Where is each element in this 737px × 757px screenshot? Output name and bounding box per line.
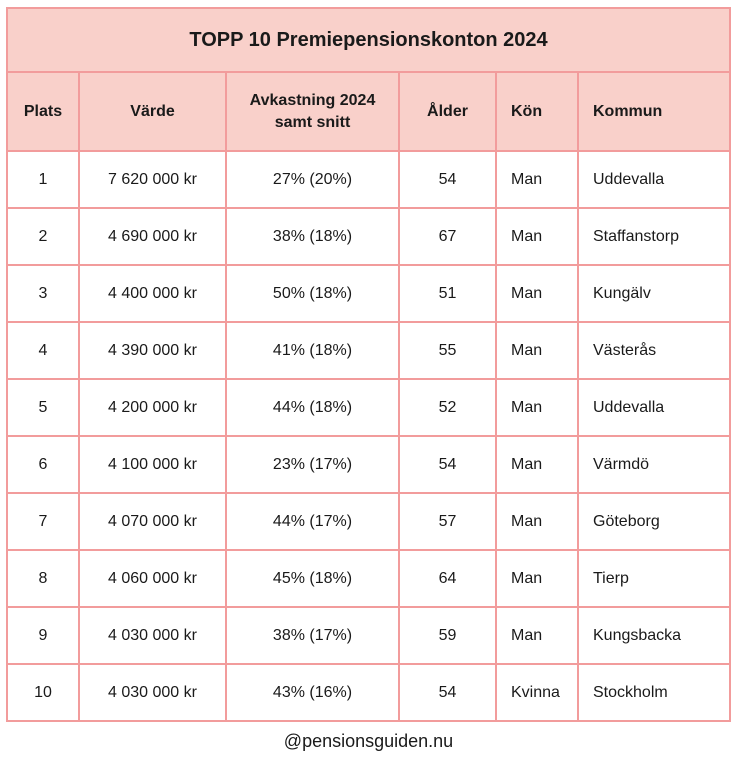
header-alder: Ålder — [399, 72, 496, 151]
table-row — [7, 550, 730, 607]
cell-avkastning: 38% (18%) — [226, 208, 399, 265]
cell-kommun: Staffanstorp — [578, 208, 730, 265]
cell-kon: Man — [496, 550, 578, 607]
table-row — [7, 379, 730, 436]
cell-varde: 4 690 000 kr — [79, 208, 226, 265]
cell-alder: 59 — [399, 607, 496, 664]
cell-avkastning: 44% (17%) — [226, 493, 399, 550]
header-avkastning-line1: Avkastning 2024 — [249, 91, 376, 109]
cell-alder: 54 — [399, 151, 496, 208]
cell-varde: 4 400 000 kr — [79, 265, 226, 322]
cell-plats: 8 — [7, 550, 79, 607]
cell-avkastning: 45% (18%) — [226, 550, 399, 607]
cell-kommun: Göteborg — [578, 493, 730, 550]
cell-kommun: Kungälv — [578, 265, 730, 322]
cell-avkastning: 44% (18%) — [226, 379, 399, 436]
cell-plats: 6 — [7, 436, 79, 493]
cell-alder: 64 — [399, 550, 496, 607]
cell-alder: 51 — [399, 265, 496, 322]
cell-plats: 9 — [7, 607, 79, 664]
cell-kommun: Värmdö — [578, 436, 730, 493]
cell-kommun: Västerås — [578, 322, 730, 379]
cell-kon: Man — [496, 151, 578, 208]
cell-alder: 57 — [399, 493, 496, 550]
cell-kommun: Stockholm — [578, 664, 730, 721]
cell-plats: 3 — [7, 265, 79, 322]
cell-kon: Man — [496, 265, 578, 322]
cell-plats: 4 — [7, 322, 79, 379]
cell-avkastning: 27% (20%) — [226, 151, 399, 208]
cell-avkastning: 41% (18%) — [226, 322, 399, 379]
pension-table — [6, 7, 731, 722]
cell-kommun: Tierp — [578, 550, 730, 607]
cell-alder: 67 — [399, 208, 496, 265]
header-plats: Plats — [7, 72, 79, 151]
cell-kommun: Uddevalla — [578, 151, 730, 208]
cell-avkastning: 50% (18%) — [226, 265, 399, 322]
cell-alder: 52 — [399, 379, 496, 436]
cell-varde: 4 100 000 kr — [79, 436, 226, 493]
table-row — [7, 436, 730, 493]
cell-kon: Man — [496, 208, 578, 265]
cell-kon: Man — [496, 322, 578, 379]
cell-varde: 4 200 000 kr — [79, 379, 226, 436]
cell-kon: Kvinna — [496, 664, 578, 721]
cell-avkastning: 23% (17%) — [226, 436, 399, 493]
header-kon: Kön — [496, 72, 578, 151]
cell-plats: 5 — [7, 379, 79, 436]
cell-alder: 54 — [399, 664, 496, 721]
cell-kon: Man — [496, 379, 578, 436]
header-avkastning-line2: samt snitt — [274, 113, 351, 131]
table-row — [7, 208, 730, 265]
cell-kon: Man — [496, 493, 578, 550]
cell-kommun: Kungsbacka — [578, 607, 730, 664]
cell-plats: 10 — [7, 664, 79, 721]
cell-avkastning: 38% (17%) — [226, 607, 399, 664]
cell-varde: 4 070 000 kr — [79, 493, 226, 550]
table-row — [7, 664, 730, 721]
cell-varde: 4 390 000 kr — [79, 322, 226, 379]
cell-varde: 4 060 000 kr — [79, 550, 226, 607]
table-row — [7, 607, 730, 664]
header-row — [7, 72, 730, 151]
cell-plats: 1 — [7, 151, 79, 208]
cell-varde: 7 620 000 kr — [79, 151, 226, 208]
cell-alder: 55 — [399, 322, 496, 379]
table-row — [7, 322, 730, 379]
cell-varde: 4 030 000 kr — [79, 607, 226, 664]
cell-plats: 2 — [7, 208, 79, 265]
table-row — [7, 493, 730, 550]
footer-handle: @pensionsguiden.nu — [283, 731, 454, 751]
header-varde: Värde — [79, 72, 226, 151]
cell-alder: 54 — [399, 436, 496, 493]
cell-avkastning: 43% (16%) — [226, 664, 399, 721]
table-title: TOPP 10 Premiepensionskonton 2024 — [7, 8, 730, 72]
cell-kon: Man — [496, 436, 578, 493]
cell-varde: 4 030 000 kr — [79, 664, 226, 721]
header-avkastning — [226, 72, 399, 151]
table-body — [7, 151, 730, 721]
cell-plats: 7 — [7, 493, 79, 550]
table-row — [7, 265, 730, 322]
cell-kon: Man — [496, 607, 578, 664]
header-kommun: Kommun — [578, 72, 730, 151]
cell-kommun: Uddevalla — [578, 379, 730, 436]
table-row — [7, 151, 730, 208]
